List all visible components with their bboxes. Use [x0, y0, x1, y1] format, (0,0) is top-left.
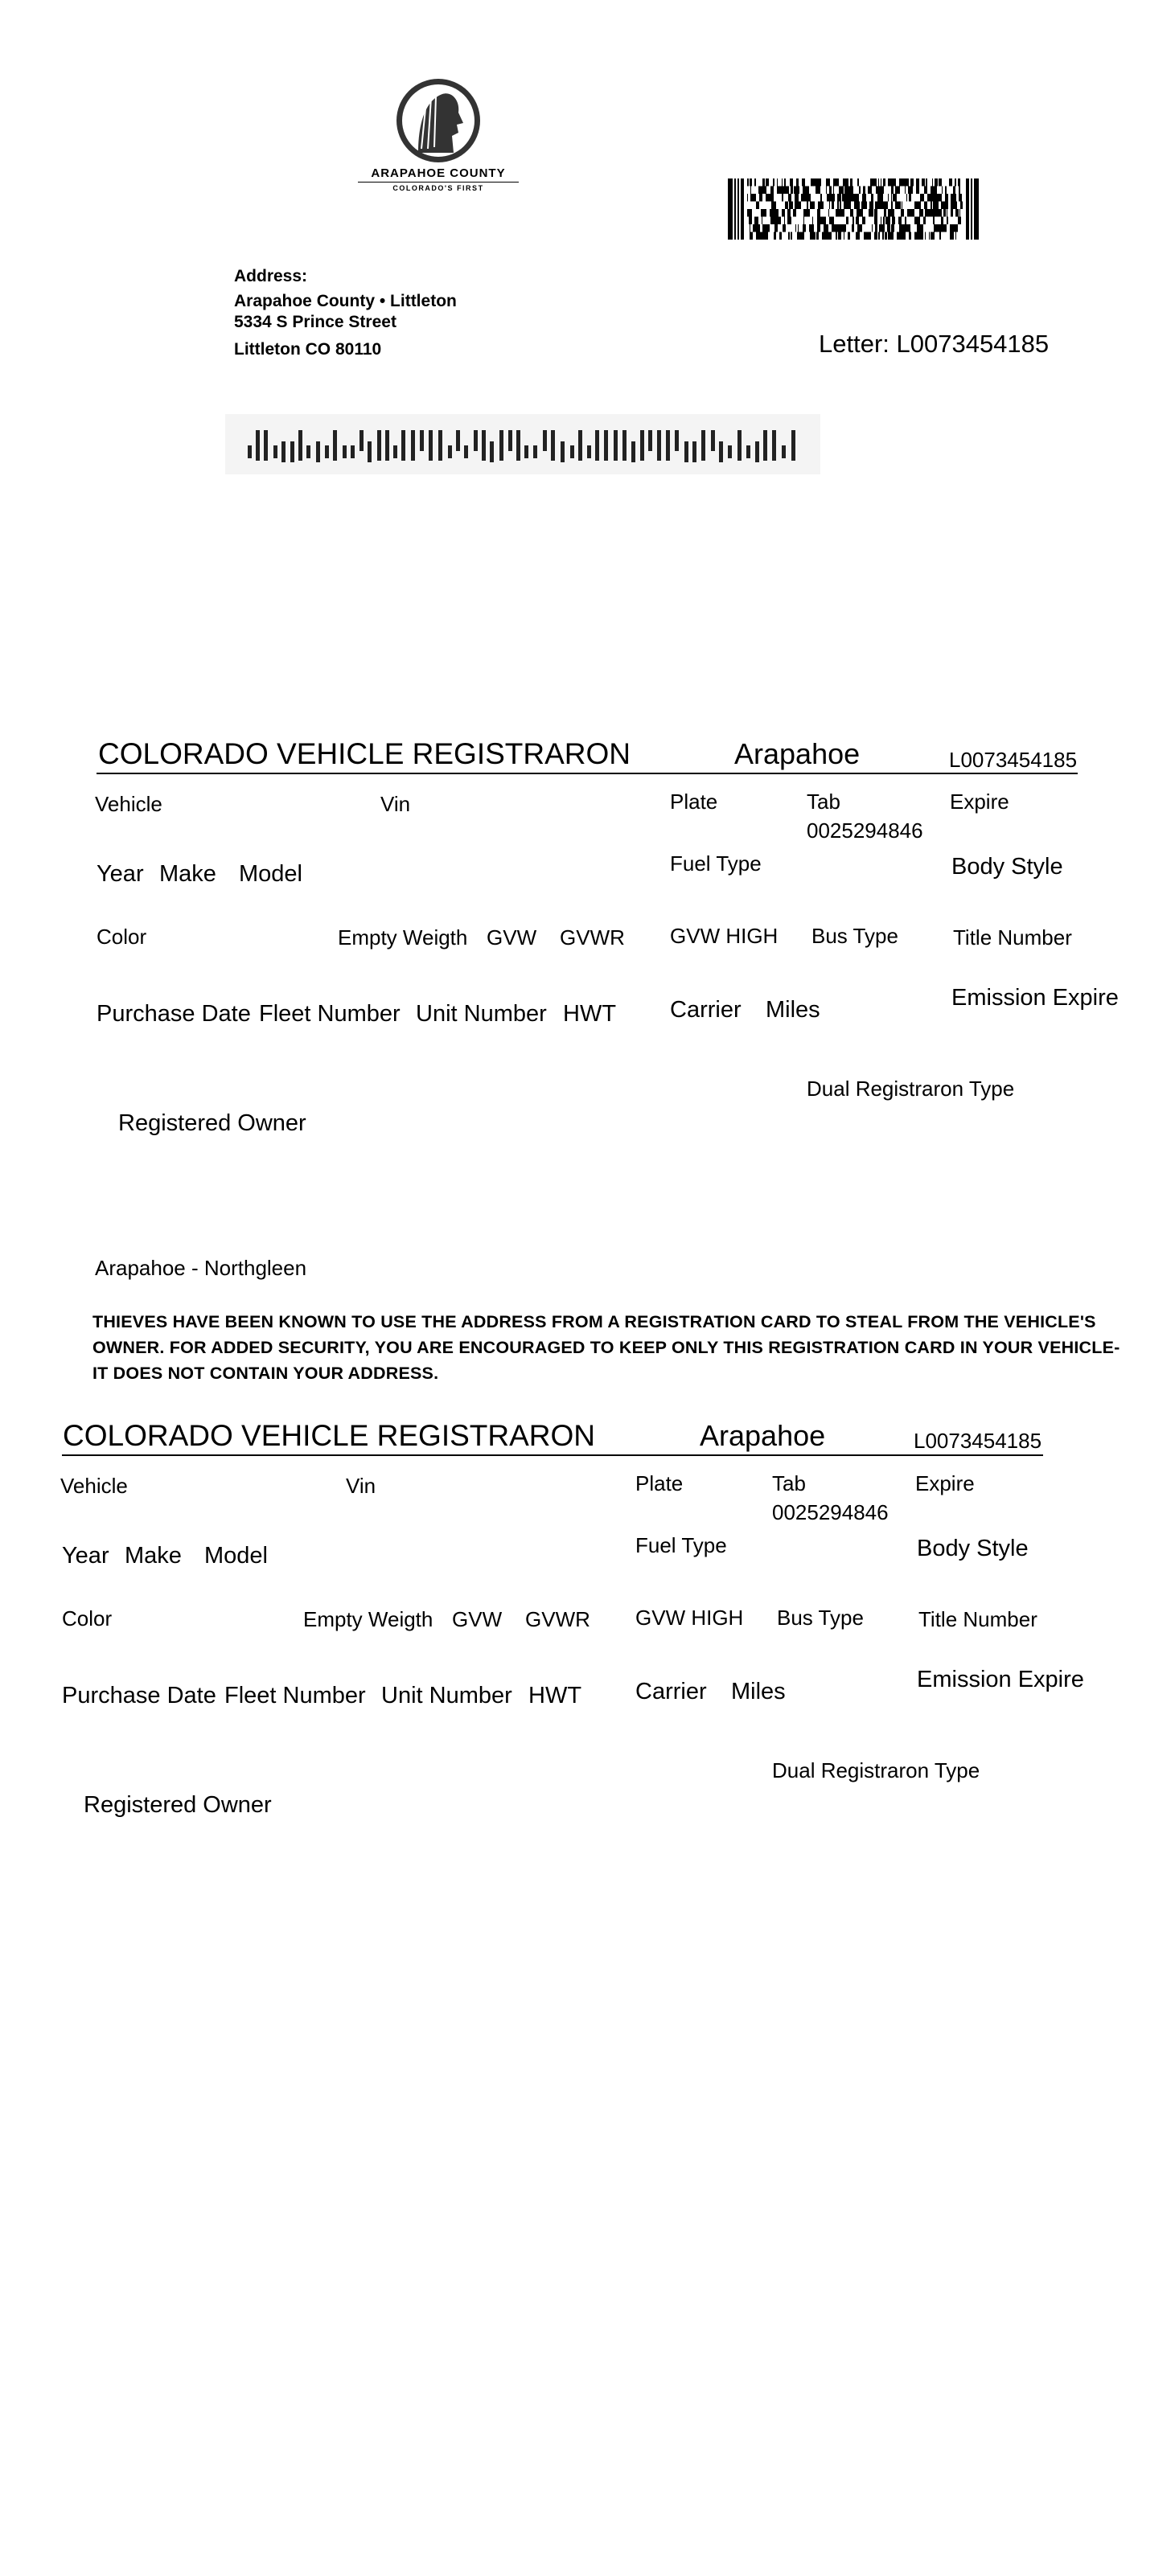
address-line-1: Arapahoe County • Littleton: [234, 292, 457, 310]
label-vehicle: Vehicle: [95, 792, 162, 816]
address-line-2: 5334 S Prince Street: [234, 313, 396, 331]
label-fleet-number: Fleet Number: [259, 1001, 401, 1027]
label-empty-weight: Empty Weigth: [338, 925, 468, 950]
label-bus-type: Bus Type: [777, 1606, 864, 1630]
label-empty-weight: Empty Weigth: [303, 1607, 433, 1631]
label-hwt: HWT: [563, 1001, 617, 1027]
card-title: COLORADO VEHICLE REGISTRARON: [98, 737, 631, 770]
label-year: Year: [97, 861, 144, 887]
label-dual-registration: Dual Registraron Type: [772, 1758, 980, 1782]
county-logo: [354, 76, 523, 197]
label-vehicle: Vehicle: [60, 1474, 128, 1498]
label-make: Make: [159, 861, 216, 887]
label-gvw: GVW: [487, 925, 537, 950]
card-title: COLORADO VEHICLE REGISTRARON: [63, 1419, 596, 1452]
office-name: Arapahoe - Northgleen: [95, 1256, 307, 1280]
postal-barcode: [225, 414, 820, 474]
address-line-3: Littleton CO 80110: [234, 340, 382, 359]
label-expire: Expire: [950, 790, 1009, 814]
address-label: Address:: [234, 267, 308, 285]
label-color: Color: [97, 925, 147, 949]
label-registered-owner: Registered Owner: [118, 1110, 306, 1136]
label-hwt: HWT: [528, 1683, 582, 1708]
label-emission-expire: Emission Expire: [951, 985, 1119, 1011]
card-county: Arapahoe: [734, 737, 861, 770]
label-model: Model: [239, 861, 302, 887]
label-registered-owner: Registered Owner: [84, 1792, 272, 1818]
county-seal-icon: [394, 76, 483, 165]
label-tab: Tab: [772, 1471, 806, 1495]
label-expire: Expire: [915, 1471, 975, 1495]
label-fuel-type: Fuel Type: [670, 851, 762, 876]
letter-number: Letter: L0073454185: [819, 330, 1050, 358]
tab-value: 0025294846: [772, 1500, 889, 1524]
label-model: Model: [204, 1543, 268, 1569]
label-year: Year: [62, 1543, 109, 1569]
card-number: L0073454185: [914, 1429, 1042, 1453]
label-fleet-number: Fleet Number: [224, 1683, 366, 1708]
label-purchase-date: Purchase Date: [62, 1683, 216, 1708]
label-gvw: GVW: [452, 1607, 503, 1631]
label-vin: Vin: [380, 792, 411, 816]
label-body-style: Body Style: [917, 1536, 1029, 1561]
label-carrier: Carrier: [635, 1679, 707, 1704]
card-number: L0073454185: [949, 748, 1078, 772]
label-purchase-date: Purchase Date: [97, 1001, 251, 1027]
label-color: Color: [62, 1606, 113, 1631]
label-fuel-type: Fuel Type: [635, 1533, 727, 1557]
label-make: Make: [125, 1543, 182, 1569]
label-vin: Vin: [346, 1474, 376, 1498]
title-rule: [62, 1454, 1043, 1456]
label-gvwr: GVWR: [560, 925, 625, 950]
label-bus-type: Bus Type: [811, 924, 898, 948]
tab-value: 0025294846: [807, 818, 923, 843]
logo-tagline: COLORADO'S FIRST: [392, 184, 484, 192]
label-gvw-high: GVW HIGH: [670, 924, 779, 948]
label-plate: Plate: [635, 1471, 684, 1495]
card-county: Arapahoe: [700, 1419, 826, 1452]
label-body-style: Body Style: [951, 854, 1063, 880]
label-gvwr: GVWR: [525, 1607, 590, 1631]
label-title-number: Title Number: [918, 1607, 1037, 1631]
logo-county-name: ARAPAHOE COUNTY: [371, 166, 506, 180]
title-rule: [97, 773, 1078, 774]
label-carrier: Carrier: [670, 997, 742, 1023]
label-title-number: Title Number: [953, 925, 1072, 950]
label-miles: Miles: [766, 997, 820, 1023]
label-plate: Plate: [670, 790, 718, 814]
pdf417-barcode: [728, 178, 979, 240]
label-miles: Miles: [731, 1679, 786, 1704]
label-gvw-high: GVW HIGH: [635, 1606, 744, 1630]
label-dual-registration: Dual Registraron Type: [807, 1077, 1015, 1101]
label-emission-expire: Emission Expire: [917, 1667, 1084, 1692]
label-tab: Tab: [807, 790, 840, 814]
security-notice: THIEVES HAVE BEEN KNOWN TO USE THE ADDRESS FROM A REGISTRATION CARD TO STEAL FROM THE VEHICLE'S OWNER. FOR ADDED SECURITY, YOU ARE ENCOURAGED TO KEEP ONLY THIS REGISTRATION CARD IN YOUR VEHICLE- IT DOES NOT CONTAIN YOUR ADDRESS.: [92, 1312, 1120, 1383]
label-unit-number: Unit Number: [381, 1683, 512, 1708]
label-unit-number: Unit Number: [416, 1001, 547, 1027]
